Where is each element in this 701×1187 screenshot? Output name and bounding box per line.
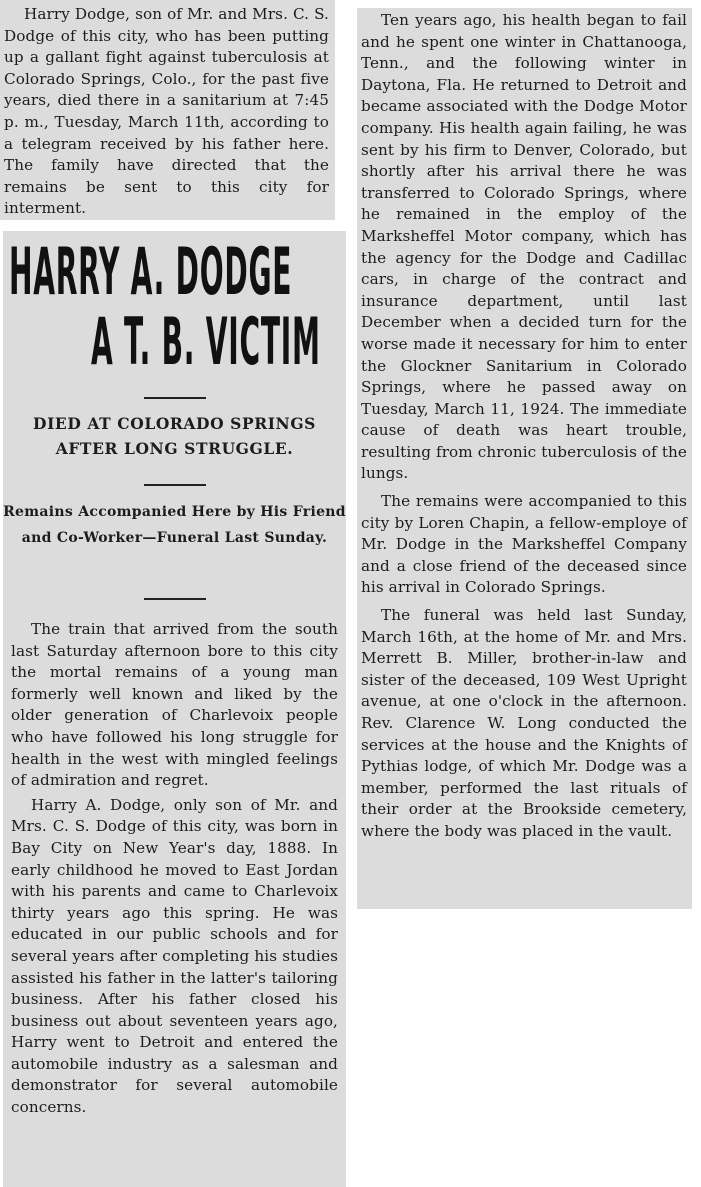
obituary-body <box>11 619 338 1119</box>
divider-rule <box>144 598 206 600</box>
body-paragraph: The train that arrived from the south last Saturday afternoon bore to this city the mortal remains of a young man formerly well known and liked by the older generation of Charlevoix people who have followed his long struggle for health in the west with mingled feelings of admiration and regret. <box>11 620 338 790</box>
subheadline-primary: DIED AT COLORADO SPRINGS AFTER LONG STRUGGLE. <box>33 414 316 458</box>
divider-rule <box>144 484 206 486</box>
headline-line-1: HARRY A. DODGE <box>9 233 293 310</box>
body-paragraph: The remains were accompanied to this city by Loren Chapin, a fellow-employe of Mr. Dodge in the Marksheffel Company and a close friend of the deceased since his arrival in Colorado Springs. <box>361 492 687 597</box>
divider-rule <box>144 397 206 399</box>
body-paragraph: The funeral was held last Sunday, March 16th, at the home of Mr. and Mrs. Merrett B. Miller, brother-in-law and sister of the deceased, 109 West Upright avenue, at one o'clock in the afternoon. Rev. Clarence W. Long conducted the services at the house and the Knights of Pythias lodge, of which Mr. Dodge was a member, performed the last rituals of their order at the Brookside cemetery, where the body was placed in the vault. <box>361 606 687 840</box>
body-paragraph: Harry A. Dodge, only son of Mr. and Mrs. C. S. Dodge of this city, was born in Bay City on New Year's day, 1888. In early childhood he moved to East Jordan with his parents and came to Charlevoix thirty years ago this spring. He was educated in our public schools and for several years after completing his studies assisted his father in the latter's tailoring business. After his father closed his business out about seventeen years ago, Harry went to Detroit and entered the automobile industry as a salesman and demonstrator for several automobile concerns. <box>11 795 338 1117</box>
body-paragraph: Ten years ago, his health began to fail and he spent one winter in Chattanooga, Tenn., and the following winter in Daytona, Fla. He returned to Detroit and became associated with the Dodge Motor company. His health again failing, he was sent by his firm to Denver, Colorado, but shortly after his arrival there he was transferred to Colorado Springs, where he remained in the employ of the Marksheffel Motor company, which has the agency for the Dodge and Cadillac cars, in charge of the contract and insurance department, until last December when a decided turn for the worse made it necessary for him to enter the Glockner Sanitarium in Colorado Springs, where he passed away on Tuesday, March 11, 1924. The immediate cause of death was heart trouble, resulting from chronic tuberculosis of the lungs. <box>361 11 687 483</box>
clipping-obituary-continued <box>357 8 692 909</box>
death-notice-paragraph: Harry Dodge, son of Mr. and Mrs. C. S. Dodge of this city, who has been putting up a gallant fight against tuberculosis at Colorado Springs, Colo., for the past five years, died there in a sanitarium at 7:45 p. m., Tuesday, March 11th, according to a telegram received by his father here. The family have directed that the remains be sent to this city for interment. <box>4 5 329 218</box>
subheadline-secondary: Remains Accompanied Here by His Friend and Co-Worker—Funeral Last Sunday. <box>3 504 346 546</box>
clipping-obituary-main <box>3 231 346 1187</box>
clipping-death-notice <box>0 0 335 220</box>
headline-line-2: A T. B. VICTIM <box>91 303 321 380</box>
